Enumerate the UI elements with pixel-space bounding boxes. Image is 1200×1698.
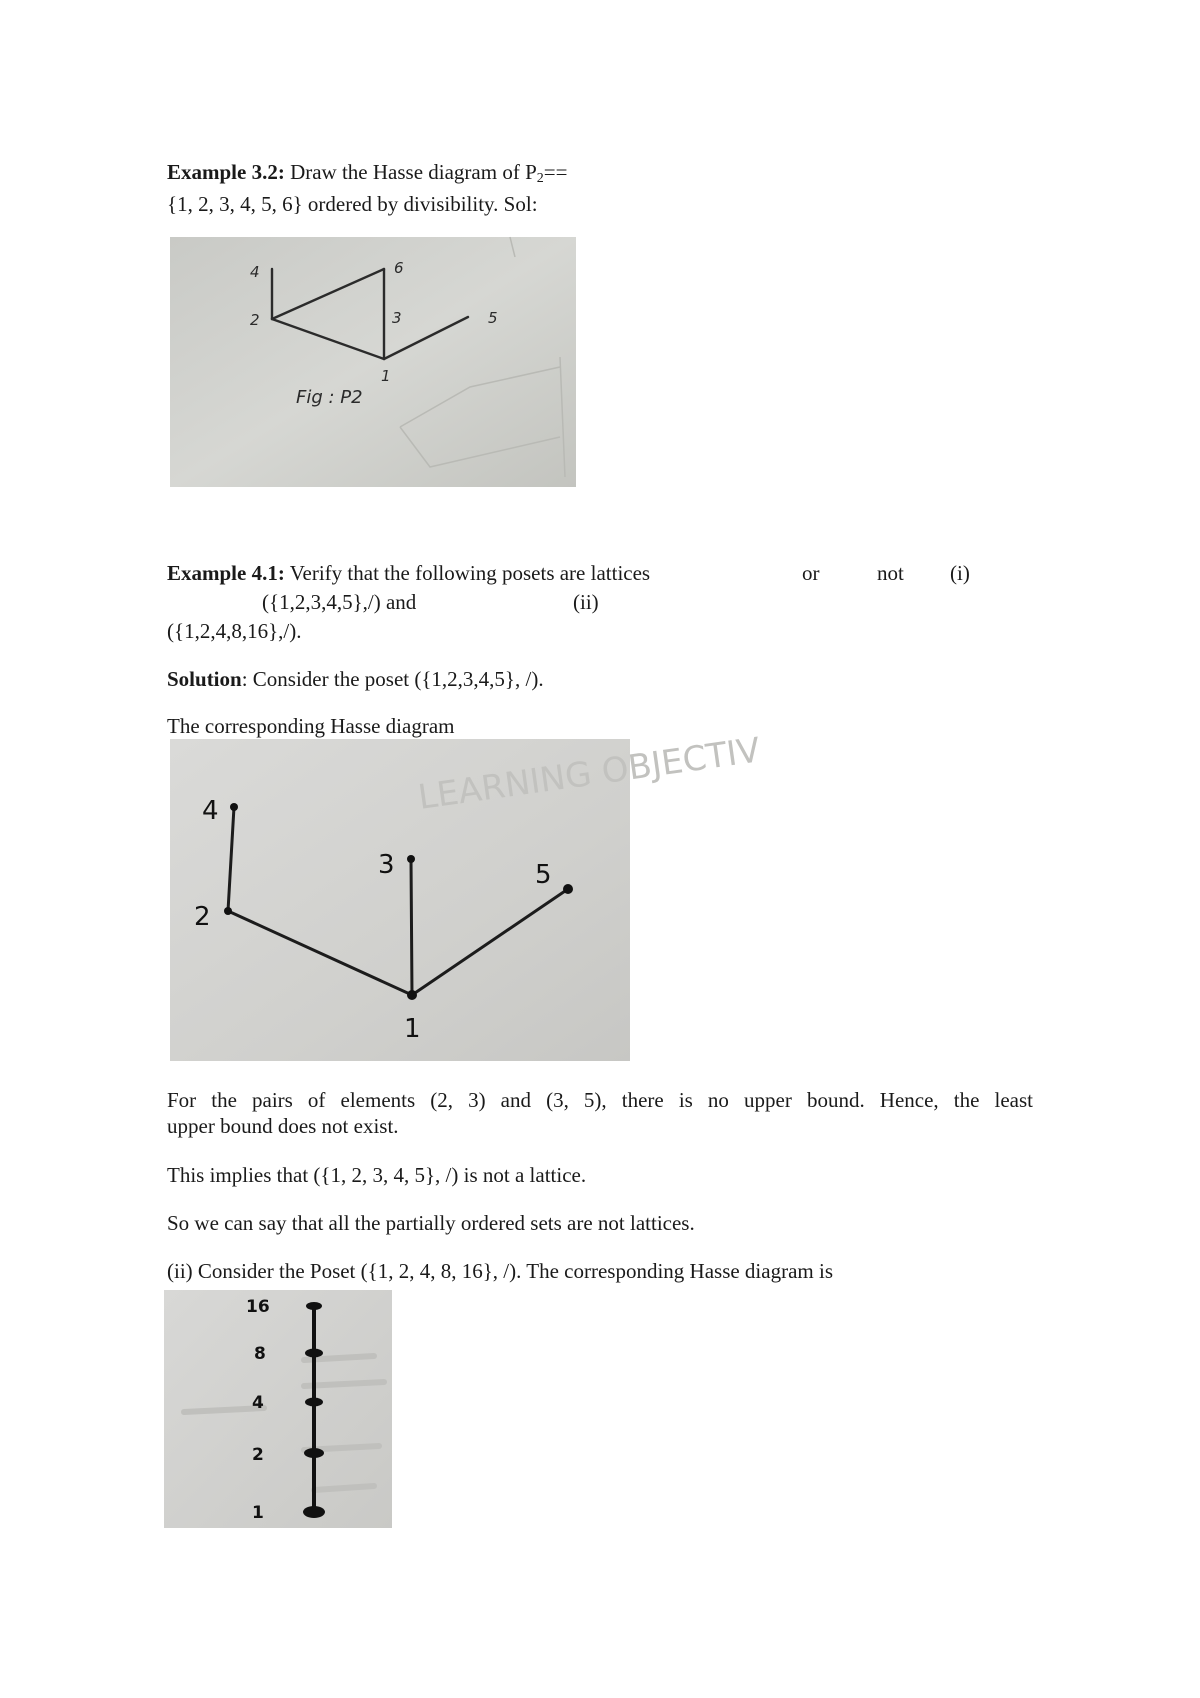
node-label-5: 5 — [488, 309, 498, 327]
example-3-2-eq: == — [543, 160, 568, 184]
example-3-2-text: Draw the Hasse diagram of P — [284, 160, 537, 184]
node-label-6: 6 — [394, 259, 404, 277]
paragraph-no-upper-bound-line1: For the pairs of elements (2, 3) and (3, 5), there is no upper bound. Hence, the least — [167, 1088, 1033, 1112]
example-4-1-label: Example 4.1: — [167, 561, 285, 585]
hasse-diagram-p2-svg — [170, 237, 576, 487]
hasse-diagram-chain-svg — [164, 1290, 392, 1528]
example-4-1-ii: (ii) — [573, 590, 599, 614]
hasse-diagram-1-5-svg — [170, 730, 763, 1061]
node-2 — [304, 1448, 324, 1458]
solution-label: Solution — [167, 667, 242, 691]
node-label-1: 1 — [381, 367, 391, 385]
example-4-1-poset1: ({1,2,3,4,5},/) and — [262, 590, 417, 614]
hasse-diagram-photo-p2 — [170, 237, 576, 487]
node-label-1: 1 — [252, 1503, 264, 1523]
node-1 — [303, 1506, 325, 1518]
example-3-2-line1 — [167, 159, 567, 192]
solution-text: : Consider the poset ({1,2,3,4,5}, /). — [241, 667, 544, 691]
hasse-diagram-photo-chain — [164, 1290, 392, 1528]
node-label-4: 4 — [202, 796, 219, 826]
paragraph-not-lattice: This implies that ({1, 2, 3, 4, 5}, /) is not a lattice. — [167, 1163, 587, 1187]
node-label-3: 3 — [378, 850, 395, 880]
node-4 — [305, 1398, 323, 1407]
example-4-1-poset2: ({1,2,4,8,16},/). — [167, 619, 302, 643]
svg-text:LEARNING OBJECTIV: LEARNING OBJECTIV — [415, 730, 763, 818]
example-4-1-or: or — [802, 561, 820, 585]
example-3-2-line2: {1, 2, 3, 4, 5, 6} ordered by divisibility. Sol: — [167, 192, 538, 216]
subscript-2: 2 — [536, 171, 544, 186]
paragraph-no-upper-bound-line2: upper bound does not exist. — [167, 1114, 399, 1138]
node-label-4: 4 — [252, 1393, 264, 1413]
edge-1-3 — [411, 859, 412, 995]
node-label-16: 16 — [246, 1297, 270, 1317]
figure-caption: Fig : P2 — [296, 387, 363, 408]
node-label-5: 5 — [535, 860, 552, 890]
paragraph-poset-ii: (ii) Consider the Poset ({1, 2, 4, 8, 16}, /). The corresponding Hasse diagram is — [167, 1259, 833, 1283]
hasse-diagram-photo-1-5 — [170, 730, 763, 1061]
node-label-2: 2 — [250, 311, 260, 329]
node-label-1: 1 — [404, 1014, 421, 1044]
example-4-1-text: Verify that the following posets are lattices — [284, 561, 651, 585]
node-8 — [305, 1349, 323, 1358]
node-label-3: 3 — [392, 309, 402, 327]
node-label-2: 2 — [194, 902, 211, 932]
node-3 — [407, 855, 415, 863]
node-label-2: 2 — [252, 1445, 264, 1465]
example-4-1-i: (i) — [950, 561, 970, 585]
node-16 — [306, 1302, 322, 1310]
example-4-1-line1 — [167, 560, 977, 587]
node-label-4: 4 — [250, 263, 260, 281]
node-4 — [230, 803, 238, 811]
paragraph-conclusion: So we can say that all the partially ordered sets are not lattices. — [167, 1211, 695, 1235]
node-1 — [407, 990, 417, 1000]
example-4-1-not: not — [877, 561, 904, 585]
example-3-2-label: Example 3.2: — [167, 160, 285, 184]
solution-line — [167, 666, 544, 693]
node-5 — [563, 884, 573, 894]
hasse-intro: The corresponding Hasse diagram — [167, 714, 455, 738]
node-2 — [224, 907, 232, 915]
node-label-8: 8 — [254, 1344, 266, 1364]
